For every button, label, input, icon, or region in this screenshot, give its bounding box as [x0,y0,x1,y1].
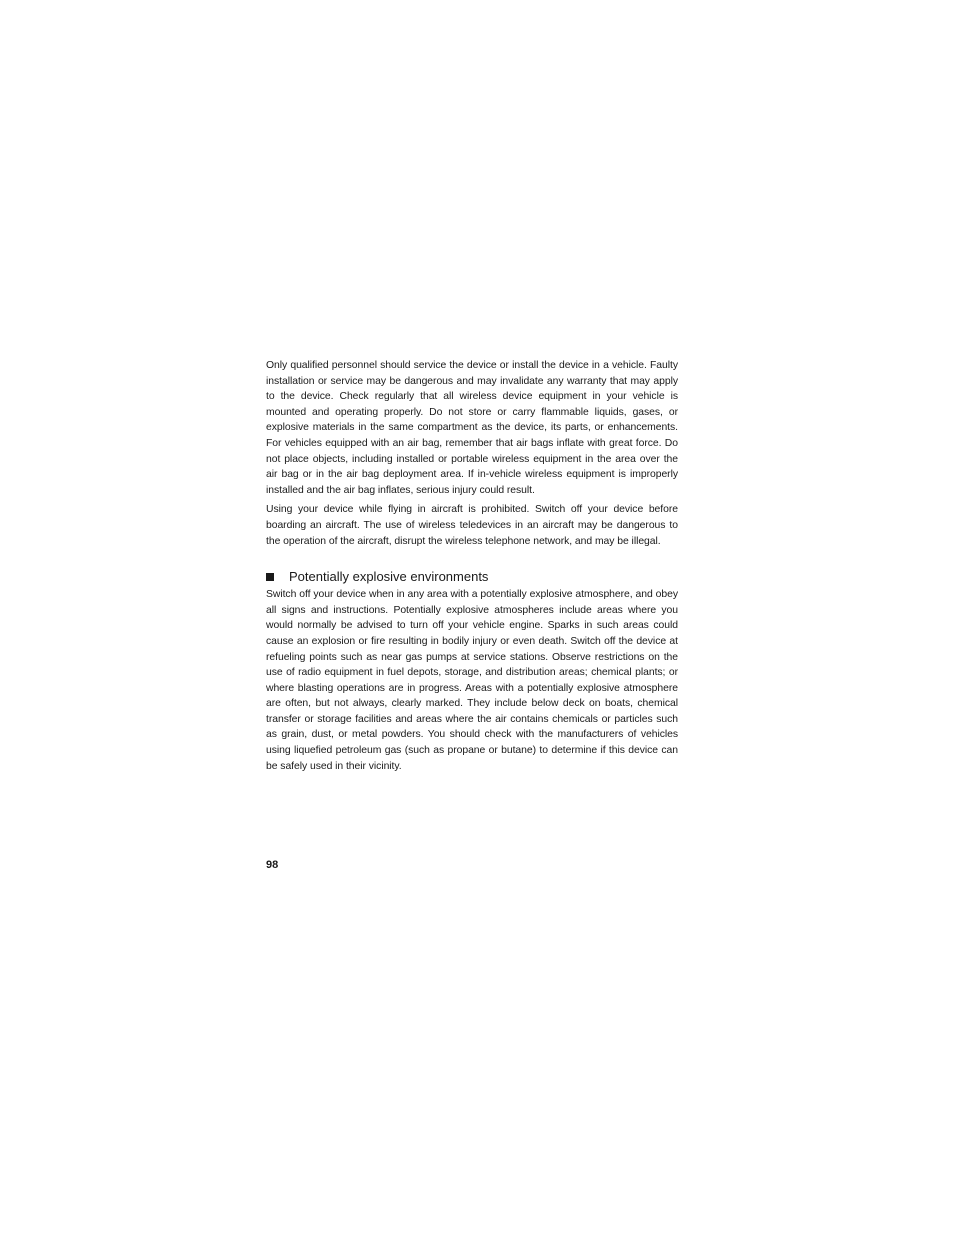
vehicle-safety-paragraph: Only qualified personnel should service the device or install the device in a vehicle. Faulty installation or service may be dangerous and may invalidate any warranty that may apply to the device. Check regularly that all wireless device equipment in your vehicle is mounted and operating properly. Do not store or carry flammable liquids, gases, or explosive materials in the same compartment as the device, its parts, or enhancements. For vehicles equipped with an air bag, remember that air bags inflate with great force. Do not place objects, including installed or portable wireless equipment in the area over the air bag or in the air bag deployment area. If in-vehicle wireless equipment is improperly installed and the air bag inflates, serious injury could result. [266,360,678,496]
section-heading-text: Potentially explosive environments [289,569,489,585]
page-number: 98 [266,859,279,871]
section-heading [266,568,678,585]
explosive-environments-paragraph: Switch off your device when in any area with a potentially explosive atmosphere, and obey all signs and instructions. Potentially explosive atmospheres include areas where you would normally be advised to turn off your vehicle engine. Sparks in such areas could cause an explosion or fire resulting in bodily injury or even death. Switch off the device at refueling points such as near gas pumps at service stations. Observe restrictions on the use of radio equipment in fuel depots, storage, and distribution areas; chemical plants; or where blasting operations are in progress. Areas with a potentially explosive atmosphere are often, but not always, clearly marked. They include below deck on boats, chemical transfer or storage facilities and areas where the air contains chemicals or particles such as grain, dust, or metal powders. You should check with the manufacturers of vehicles using liquefied petroleum gas (such as propane or butane) to determine if this device can be safely used in their vicinity. [266,589,678,772]
page-content [266,358,678,774]
aircraft-safety-paragraph: Using your device while flying in aircraft is prohibited. Switch off your device before boarding an aircraft. The use of wireless teledevices in an aircraft may be dangerous to the operation of the aircraft, disrupt the wireless telephone network, and may be illegal. [266,504,678,547]
square-bullet-icon [266,573,274,581]
